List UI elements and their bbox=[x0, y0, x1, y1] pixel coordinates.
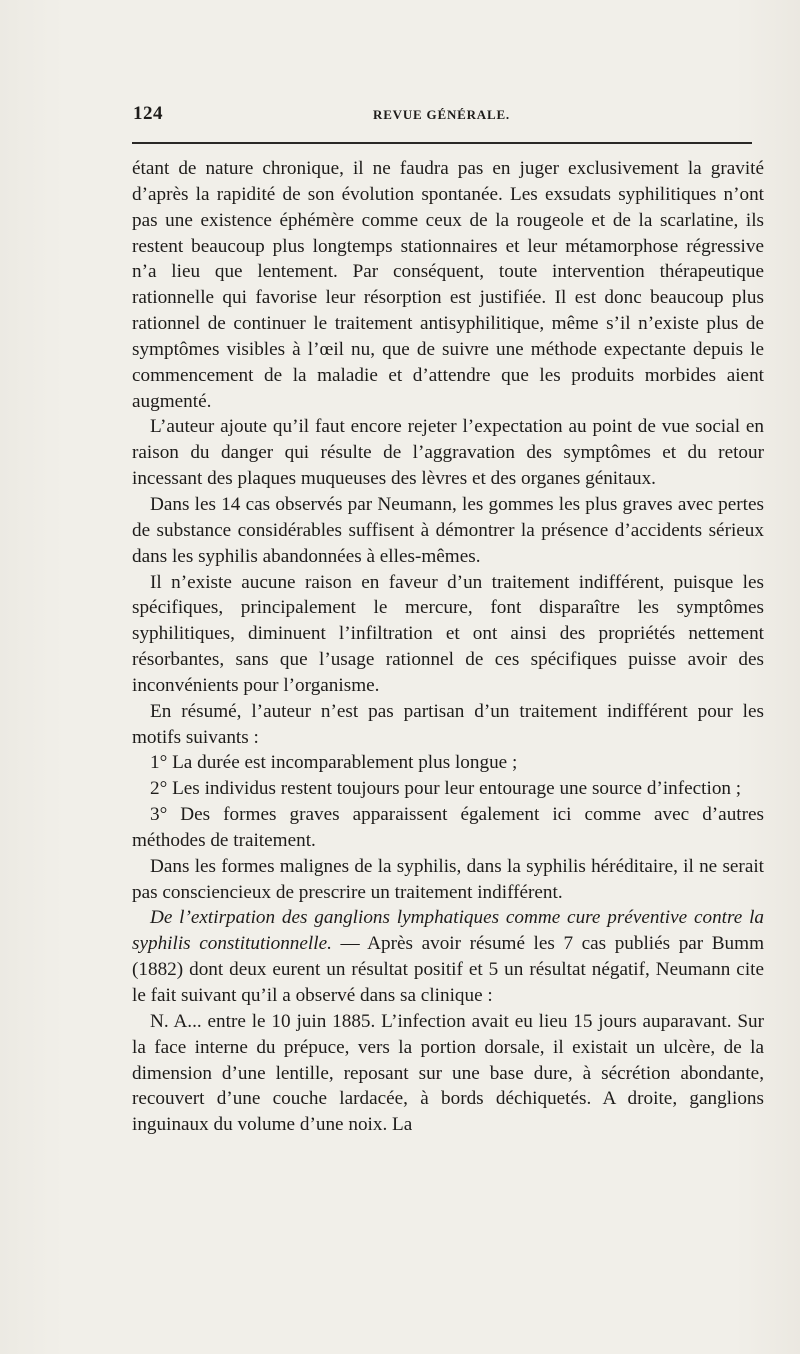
body-text bbox=[132, 156, 764, 1138]
section-text: — Après avoir résumé les 7 cas publiés par Bumm (1882) dont deux eurent un résultat positif et 5 un résultat négatif, Neumann cite le fait suivant qu’il a observé dans sa clinique : bbox=[132, 933, 765, 1006]
paragraph: étant de nature chronique, il ne faudra pas en juger exclusivement la gravité d’après la rapidité de son évolution spontanée. Les exsudats syphilitiques n’ont pas une existence éphémère comme ceux de la rougeole et de la scarlatine, ils restent beaucoup plus longtemps stationnaires et leur métamorphose régressive n’a lieu que lentement. Par conséquent, toute intervention thérapeutique rationnelle qui favorise leur résorption est justifiée. Il est donc beaucoup plus rationnel de continuer le traitement antisyphilitique, même s’il n’existe plus de symptômes visibles à l’œil nu, que de suivre une méthode expectante depuis le commencement de la maladie et d’attendre que les produits morbides aient augmenté. bbox=[132, 158, 764, 412]
header-rule bbox=[132, 142, 752, 144]
section-title: De l’extirpation des ganglions lymphatiques comme cure préventive contre la syphilis constitutionnelle. bbox=[132, 907, 764, 955]
paragraph: Dans les formes malignes de la syphilis, dans la syphilis héréditaire, il ne serait pas consciencieux de prescrire un traitement indifférent. bbox=[132, 855, 764, 903]
list-item: 3° Des formes graves apparaissent également ici comme avec d’autres méthodes de traitement. bbox=[132, 804, 764, 851]
paragraph: En résumé, l’auteur n’est pas partisan d’un traitement indifférent pour les motifs suivants : bbox=[132, 700, 764, 748]
paragraph: N. A... entre le 10 juin 1885. L’infection avait eu lieu 15 jours auparavant. Sur la face interne du prépuce, vers la portion dorsale, il existait un ulcère, de la dimension d’une lentille, reposant sur une base dure, à sécrétion abondante, recouvert d’une couche lardacée, à bords déchiquetés. A droite, ganglions inguinaux du volume d’une noix. La bbox=[132, 1010, 764, 1136]
page-number: 124 bbox=[133, 103, 163, 124]
section-paragraph bbox=[132, 905, 764, 1008]
list-item: 2° Les individus restent toujours pour leur entourage une source d’infection ; bbox=[150, 778, 742, 800]
list-item: 1° La durée est incomparablement plus longue ; bbox=[150, 752, 518, 774]
page-header bbox=[133, 103, 753, 131]
paragraph: L’auteur ajoute qu’il faut encore rejeter l’expectation au point de vue social en raison du danger qui résulte de l’aggravation des symptômes et du retour incessant des plaques muqueuses des lèvres et des organes génitaux. bbox=[132, 416, 764, 490]
paragraph: Dans les 14 cas observés par Neumann, les gommes les plus graves avec pertes de substance considérables suffisent à démontrer la présence d’accidents sérieux dans les syphilis abandonnées à elles-mêmes. bbox=[132, 493, 764, 567]
paragraph: Il n’existe aucune raison en faveur d’un traitement indifférent, puisque les spécifiques, principalement le mercure, font disparaître les symptômes syphilitiques, diminuent l’infiltration et ont ainsi des propriétés nettement résorbantes, sans que l’usage rationnel de ces spécifiques puisse avoir des inconvénients pour l’organisme. bbox=[132, 571, 764, 696]
running-head: REVUE GÉNÉRALE. bbox=[373, 107, 510, 122]
